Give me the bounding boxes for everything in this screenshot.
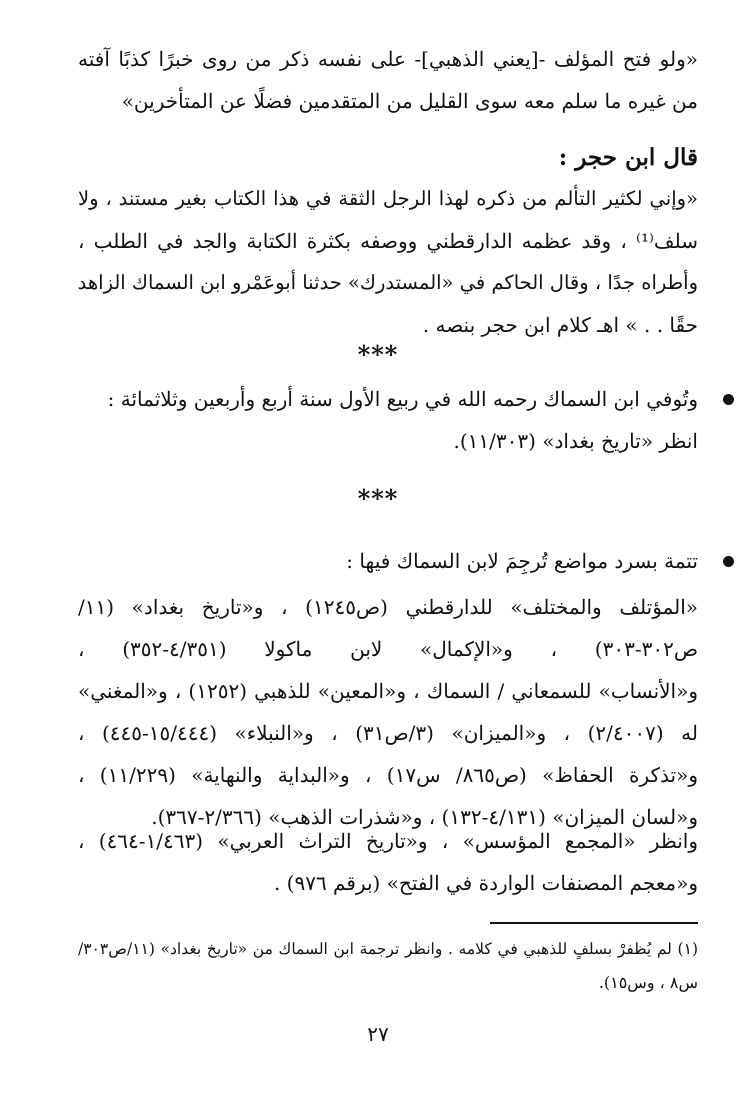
text-line: وانظر «المجمع المؤسس» ، و«تاريخ التراث العربي» (١/٤٦٣-٤٦٤) ، xyxy=(78,829,699,853)
text-line: «ولو فتح المؤلف -[يعني الذهبي]- على نفسه ذكر من روى خبرًا كذبًا آفته xyxy=(78,47,698,71)
ibn-hajar-quote xyxy=(78,178,698,346)
text-line: انظر «تاريخ بغداد» (١١/٣٠٣). xyxy=(453,429,698,453)
bullet-item xyxy=(78,378,698,420)
text-line: و«لسان الميزان» (٤/١٣١-١٣٢) ، و«شذرات الذهب» (٢/٣٦٦-٣٦٧). xyxy=(151,805,698,829)
heading-text: قال ابن حجر : xyxy=(558,144,698,171)
text-line: من غيره ما سلم معه سوى القليل من المتقدمين فضلًا عن المتأخرين» xyxy=(121,89,698,113)
text-line: «وإني لكثير التألم من ذكره لهذا الرجل الثقة في هذا الكتاب بغير مستند ، ولا xyxy=(78,187,698,210)
text-line: و«تذكرة الحفاظ» (ص٨٦٥/ س١٧) ، و«البداية والنهاية» (١١/٢٢٩) ، xyxy=(78,763,698,787)
bullet-item xyxy=(78,540,698,582)
separator-stars: *** xyxy=(357,340,399,369)
text-line: وتُوفي ابن السماك رحمه الله في ربيع الأول سنة أربع وأربعين وثلاثمائة : xyxy=(107,387,698,411)
text-line: ص٣٠٢-٣٠٣) ، و«الإكمال» لابن ماكولا (٤/٣٥١-٣٥٢) ، xyxy=(78,637,698,661)
text-line: و«الأنساب» للسمعاني / السماك ، و«المعين» للذهبي (١٢٥٢) ، و«المغني» xyxy=(78,679,699,703)
text-line: و«معجم المصنفات الواردة في الفتح» (برقم ٩٧٦) . xyxy=(273,871,698,895)
section-heading xyxy=(78,136,698,180)
text-line: «المؤتلف والمختلف» للدارقطني (ص١٢٤٥) ، و«تاريخ بغداد» (١١/ xyxy=(78,595,699,619)
text-line: وأطراه جدًا ، وقال الحاكم في «المستدرك» حدثنا أبوعَمْرو ابن السماك الزاهد xyxy=(77,271,698,294)
text-line: له (٢/٤٠٠٧) ، و«الميزان» (٣/ص٣١) ، و«النبلاء» (١٥/٤٤٤-٤٤٥) ، xyxy=(78,721,698,745)
bullet-icon xyxy=(723,394,734,405)
footnote-line: س٨ ، وس١٥). xyxy=(598,973,698,992)
text-line: تتمة بسرد مواضع تُرجِمَ لابن السماك فيها : xyxy=(346,549,698,573)
footnote xyxy=(78,932,698,1000)
see-also xyxy=(78,820,698,904)
page-number: ٢٧ xyxy=(367,1022,389,1046)
sources-list xyxy=(78,586,698,838)
sources-intro xyxy=(78,540,698,582)
separator-stars: *** xyxy=(357,484,399,513)
bullet-icon xyxy=(723,556,734,567)
footnote-line: (١) لم يُظفرْ بسلفٍ للذهبي في كلامه . وانظر ترجمة ابن السماك من «تاريخ بغداد» (١١/ص٣٠٣/ xyxy=(78,940,698,958)
text-line: حقًا . . » اهـ كلام ابن حجر بنصه . xyxy=(422,313,698,337)
text-line: سلف⁽¹⁾ ، وقد عظمه الدارقطني ووصفه بكثرة الكتابة والجد في الطلب ، xyxy=(78,229,698,253)
footnote-separator xyxy=(490,922,698,924)
death-note xyxy=(78,378,698,462)
opening-quote xyxy=(78,38,698,122)
